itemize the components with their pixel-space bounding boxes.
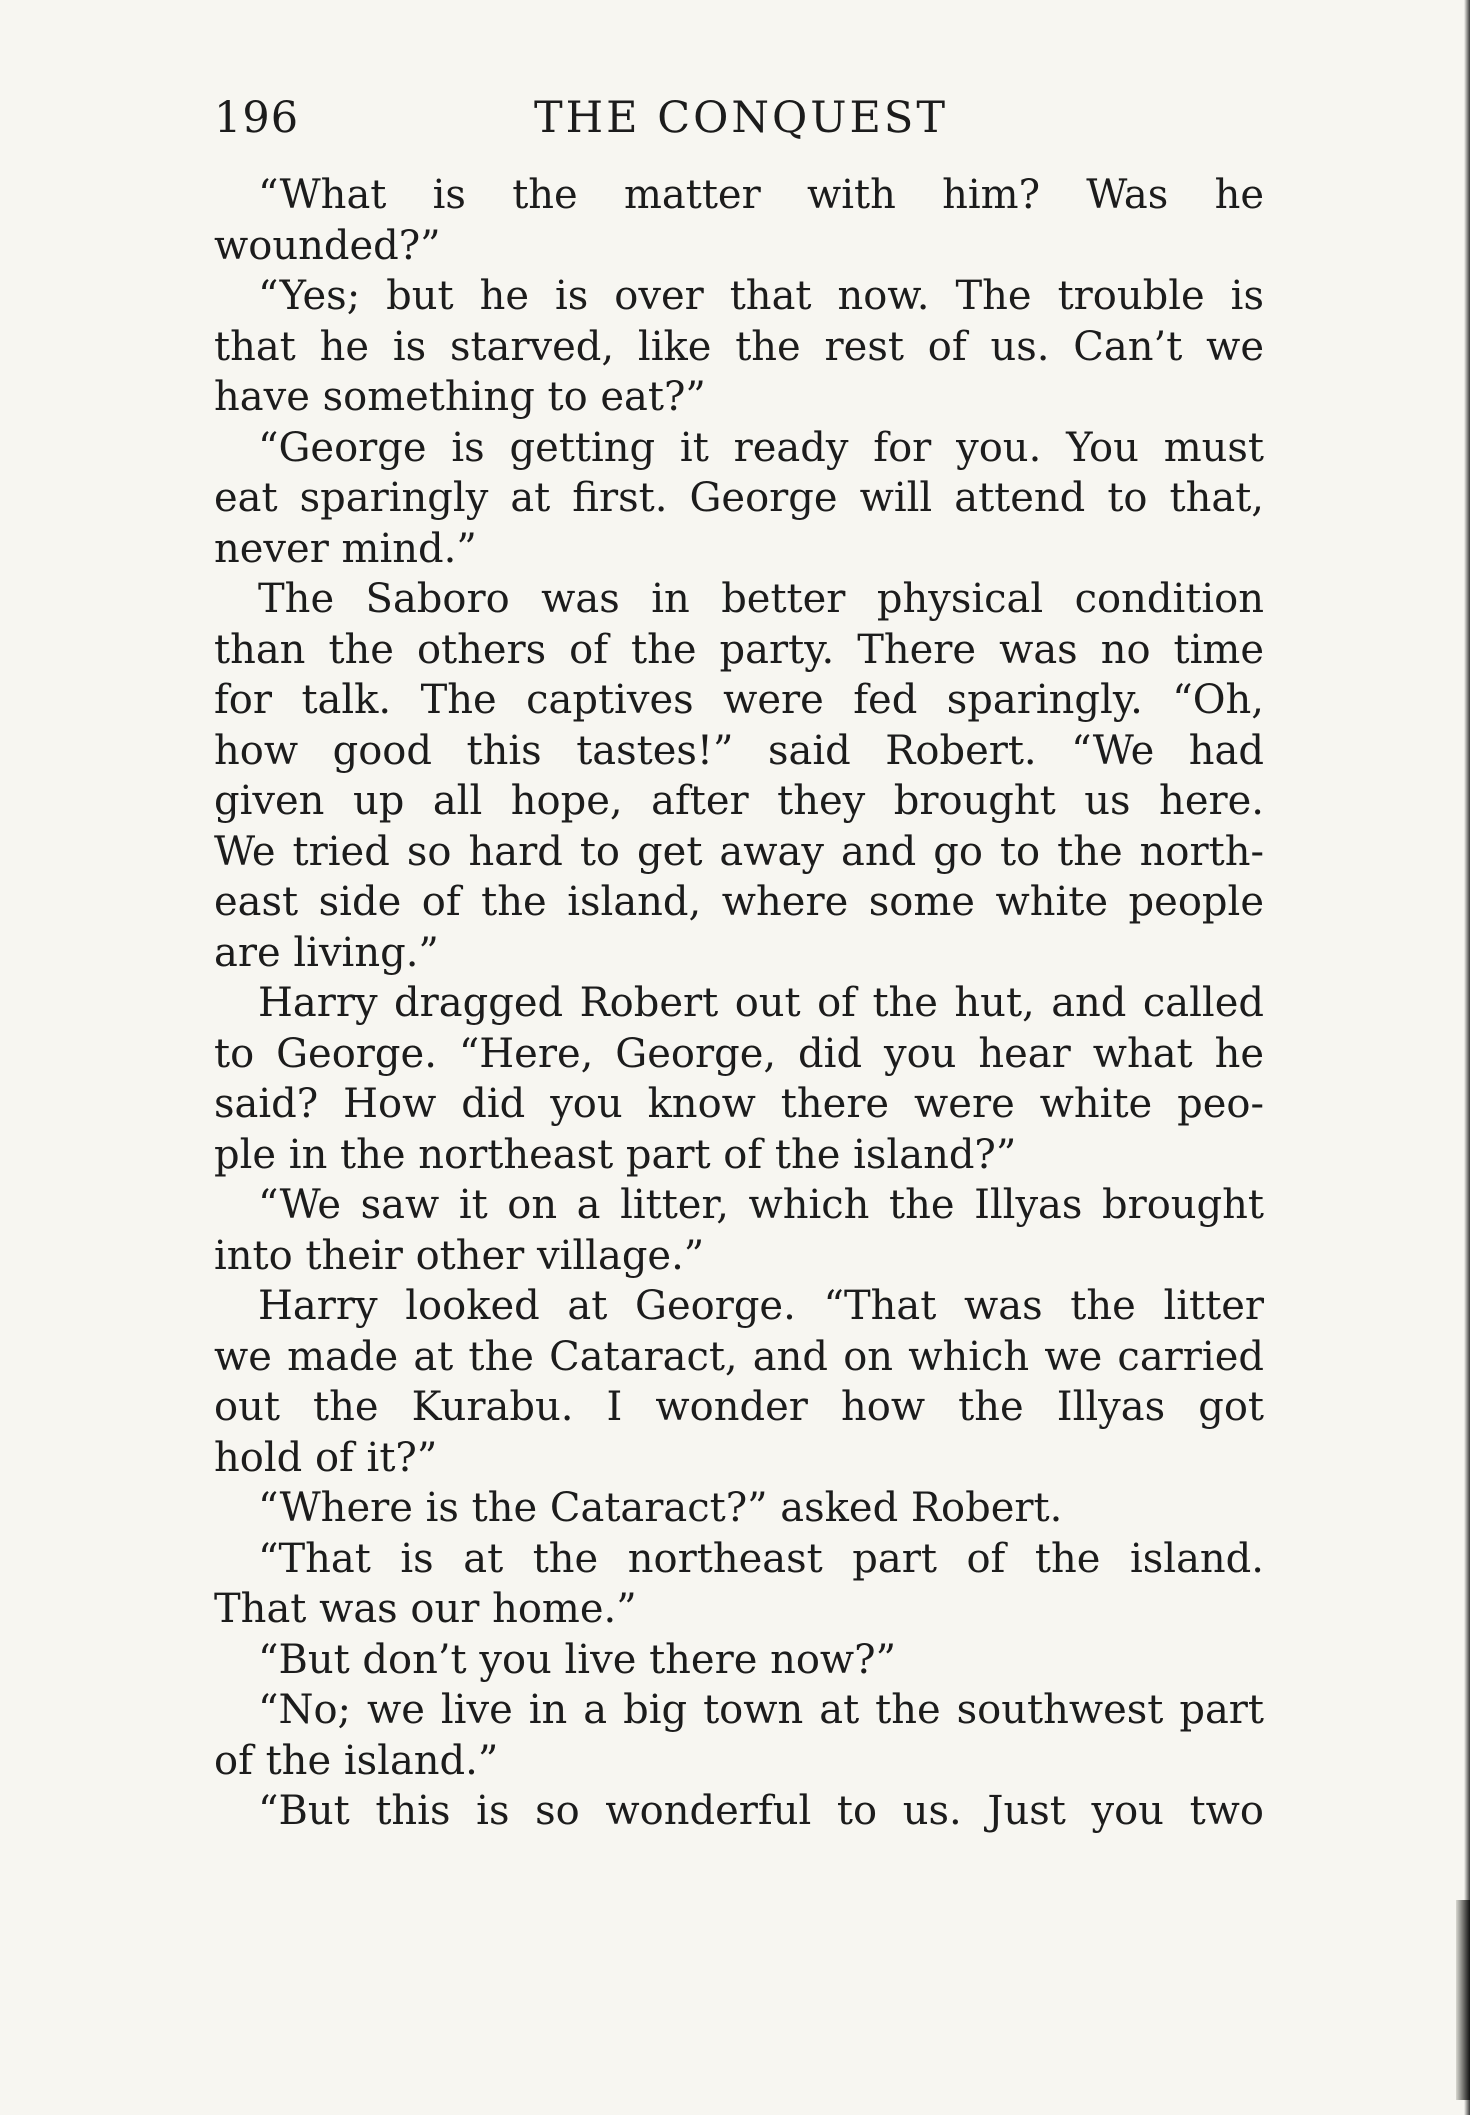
text-line: “What is the matter with him? Was he <box>258 172 1264 218</box>
text-line: eat sparingly at first. George will attend to that, <box>214 475 1264 521</box>
text-line: We tried so hard to get away and go to the north- <box>214 828 1264 875</box>
text-line: that he is starved, like the rest of us. Can’t we <box>214 323 1264 370</box>
text-line: That was our home.” <box>214 1586 637 1632</box>
text-line: for talk. The captives were fed sparingly. “Oh, <box>214 677 1264 723</box>
page-edge-dark <box>1456 1900 1470 2100</box>
text-line: we made at the Cataract, and on which we carried <box>214 1333 1264 1380</box>
text-line: “George is getting it ready for you. You must <box>258 424 1264 471</box>
text-line: are living.” <box>214 929 439 976</box>
page-header <box>214 88 1264 148</box>
text-line: out the Kurabu. I wonder how the Illyas got <box>214 1384 1264 1430</box>
page-edge-shadow <box>1464 0 1470 2115</box>
text-line: ple in the northeast part of the island?” <box>214 1131 1017 1178</box>
text-line: “No; we live in a big town at the southwest part <box>258 1687 1264 1733</box>
text-line: have something to eat?” <box>214 374 706 420</box>
body-text <box>214 170 1264 1837</box>
text-line: into their other village.” <box>214 1232 705 1279</box>
text-line: of the island.” <box>214 1737 499 1784</box>
text-line: “Yes; but he is over that now. The trouble is <box>258 273 1264 319</box>
page-number: 196 <box>214 93 300 143</box>
text-line: Harry looked at George. “That was the litter <box>258 1283 1264 1329</box>
text-line: “That is at the northeast part of the island. <box>258 1535 1264 1582</box>
text-line: wounded?” <box>214 222 441 269</box>
text-line: hold of it?” <box>214 1434 438 1481</box>
text-line: Harry dragged Robert out of the hut, and called <box>258 980 1264 1026</box>
text-line: to George. “Here, George, did you hear what he <box>214 1030 1264 1077</box>
text-line: “But don’t you live there now?” <box>258 1636 897 1683</box>
text-line: “But this is so wonderful to us. Just you two <box>258 1788 1264 1834</box>
text-line: how good this tastes!” said Robert. “We had <box>214 727 1264 774</box>
text-line: The Saboro was in better physical condition <box>258 576 1264 622</box>
text-line: given up all hope, after they brought us here. <box>214 778 1264 824</box>
text-line: east side of the island, where some white people <box>214 879 1264 925</box>
running-head: THE CONQUEST <box>534 93 949 143</box>
text-line: “Where is the Cataract?” asked Robert. <box>258 1485 1063 1531</box>
text-line: said? How did you know there were white peo- <box>214 1081 1264 1127</box>
text-line: “We saw it on a litter, which the Illyas brought <box>258 1182 1264 1228</box>
text-line: never mind.” <box>214 525 477 572</box>
text-line: than the others of the party. There was no time <box>214 626 1264 673</box>
